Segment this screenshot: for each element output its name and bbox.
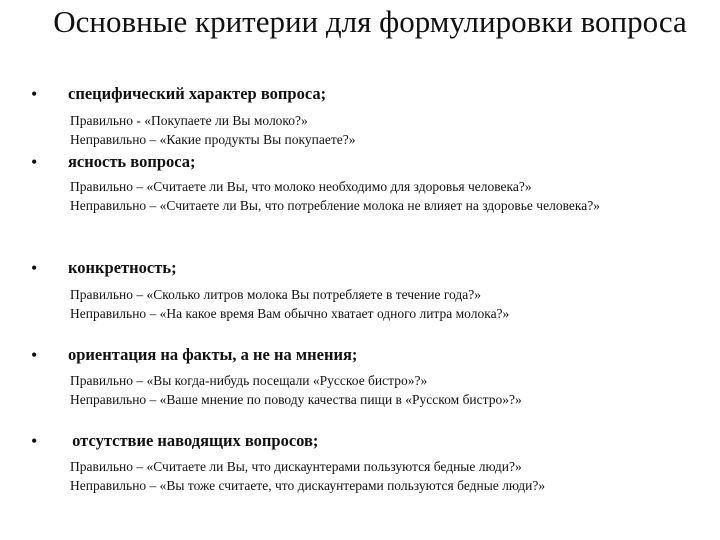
criterion-heading: ясность вопроса; [68, 152, 196, 171]
criterion-examples [70, 457, 670, 495]
incorrect-example: Неправильно – «Какие продукты Вы покупаете?» [70, 132, 356, 147]
correct-example: Правильно – «Вы когда-нибудь посещали «Русское бистро»?» [70, 373, 428, 388]
correct-example: Правильно - «Покупаете ли Вы молоко?» [70, 113, 308, 128]
bullet-icon: • [31, 431, 38, 451]
correct-example: Правильно – «Сколько литров молока Вы потребляете в течение года?» [70, 287, 482, 302]
correct-example: Правильно – «Считаете ли Вы, что молоко необходимо для здоровья человека?» [70, 179, 532, 194]
criterion-heading: ориентация на факты, а не на мнения; [68, 345, 358, 364]
incorrect-example: Неправильно – «Считаете ли Вы, что потребление молока не влияет на здоровье человека?» [70, 198, 600, 213]
bullet-icon: • [31, 152, 38, 172]
criterion-examples [70, 371, 670, 409]
criterion-heading: специфический характер вопроса; [68, 84, 327, 103]
incorrect-example: Неправильно – «На какое время Вам обычно хватает одного литра молока?» [70, 306, 510, 321]
incorrect-example: Неправильно – «Ваше мнение по поводу качества пищи в «Русском бистро»?» [70, 392, 522, 407]
criterion-examples [70, 177, 655, 215]
criterion-examples [70, 285, 670, 323]
criterion-heading: отсутствие наводящих вопросов; [68, 431, 319, 450]
bullet-icon: • [31, 84, 38, 104]
bullet-icon: • [31, 258, 38, 278]
criterion-heading: конкретность; [68, 258, 177, 277]
incorrect-example: Неправильно – «Вы тоже считаете, что дискаунтерами пользуются бедные люди?» [70, 478, 546, 493]
criterion-examples [70, 111, 670, 149]
correct-example: Правильно – «Считаете ли Вы, что дискаунтерами пользуются бедные люди?» [70, 459, 522, 474]
slide-title: Основные критерии для формулировки вопроса [53, 4, 687, 39]
bullet-icon: • [31, 345, 38, 365]
